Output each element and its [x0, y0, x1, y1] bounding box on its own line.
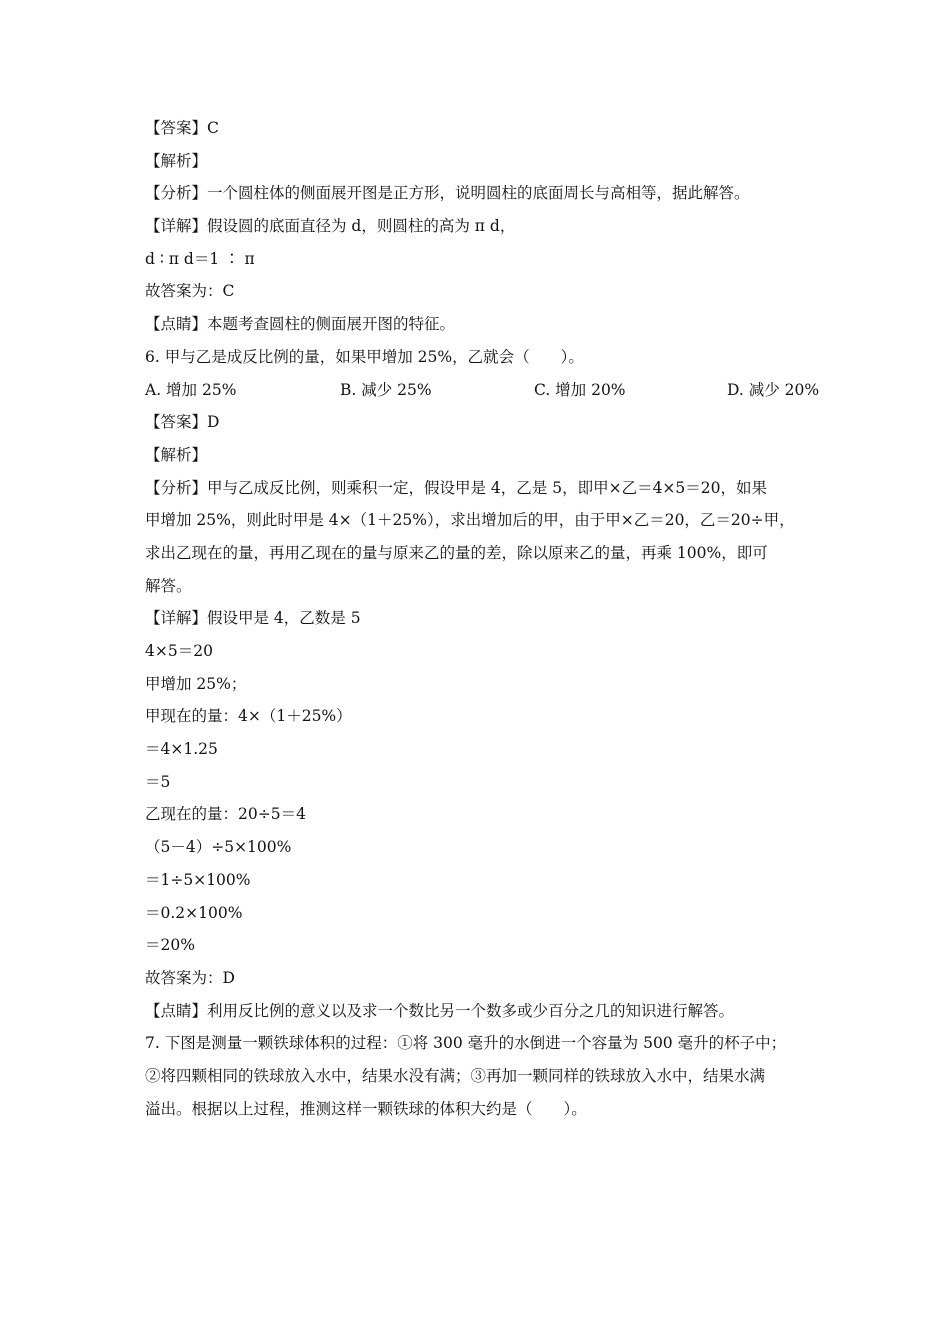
q6-analysis-line: 求出乙现在的量，再用乙现在的量与原来乙的量的差，除以原来乙的量，再乘 100%，即可	[145, 543, 768, 562]
q6-detail-line: 乙现在的量：20÷5＝4	[145, 805, 306, 824]
q5-conclusion: 故答案为：C	[145, 282, 235, 301]
q6-options	[145, 374, 825, 407]
q7-stem-line: 7. 下图是测量一颗铁球体积的过程：①将 300 毫升的水倒进一个容量为 500 毫升的杯子中；	[145, 1034, 787, 1053]
q6-analysis-line: 解答。	[145, 576, 192, 595]
q6-detail-line: ＝20%	[145, 936, 195, 955]
q6-option-a: A. 增加 25%	[145, 380, 237, 399]
q6-detail	[145, 602, 825, 994]
q5-comment: 【点睛】本题考查圆柱的侧面展开图的特征。	[145, 315, 456, 334]
q6-detail-line: ＝1÷5×100%	[145, 870, 251, 889]
q6-detail-line: ＝5	[145, 772, 171, 791]
q6-stem: 6. 甲与乙是成反比例的量，如果甲增加 25%，乙就会（ ）。	[145, 347, 584, 366]
q7-stem	[145, 1027, 825, 1125]
document-content	[145, 112, 825, 1125]
q5-analysis: 【分析】一个圆柱体的侧面展开图是正方形，说明圆柱的底面周长与高相等，据此解答。	[145, 184, 750, 203]
q6-comment: 【点睛】利用反比例的意义以及求一个数比另一个数多或少百分之几的知识进行解答。	[145, 1001, 735, 1020]
q6-option-d: D. 减少 20%	[727, 380, 820, 399]
q5-answer: 【答案】C	[145, 119, 219, 137]
q6-analysis-heading: 【解析】	[145, 445, 208, 464]
q6-answer: 【答案】D	[145, 413, 220, 432]
q6-detail-line: （5－4）÷5×100%	[145, 838, 292, 857]
q6-detail-line: ＝4×1.25	[145, 740, 218, 759]
q5-analysis-heading: 【解析】	[145, 151, 208, 170]
q5-detail: 【详解】假设圆的底面直径为 d，则圆柱的高为 π d，	[145, 217, 516, 236]
q7-stem-line: 溢出。根据以上过程，推测这样一颗铁球的体积大约是（ ）。	[145, 1099, 587, 1118]
q6-detail-line: 【详解】假设甲是 4，乙数是 5	[145, 609, 361, 628]
q6-detail-line: 4×5＝20	[145, 642, 213, 660]
q7-stem-line: ②将四颗相同的铁球放入水中，结果水没有满；③再加一颗同样的铁球放入水中，结果水满	[145, 1066, 766, 1085]
q6-detail-line: 甲增加 25%；	[145, 674, 247, 693]
q5-ratio: d ∶ π d＝1 ∶ π	[145, 249, 255, 268]
q6-analysis	[145, 472, 825, 603]
q6-detail-line: 甲现在的量：4×（1＋25%）	[145, 707, 352, 726]
q6-option-c: C. 增加 20%	[534, 380, 626, 399]
q6-analysis-line: 【分析】甲与乙成反比例，则乘积一定，假设甲是 4，乙是 5，即甲×乙＝4×5＝20，如果	[145, 478, 768, 497]
q6-option-b: B. 减少 25%	[340, 380, 432, 399]
q6-conclusion: 故答案为：D	[145, 968, 235, 987]
q6-detail-line: ＝0.2×100%	[145, 903, 243, 922]
q6-analysis-line: 甲增加 25%，则此时甲是 4×（1＋25%），求出增加后的甲，由于甲×乙＝20，乙＝20÷甲，	[145, 511, 795, 530]
